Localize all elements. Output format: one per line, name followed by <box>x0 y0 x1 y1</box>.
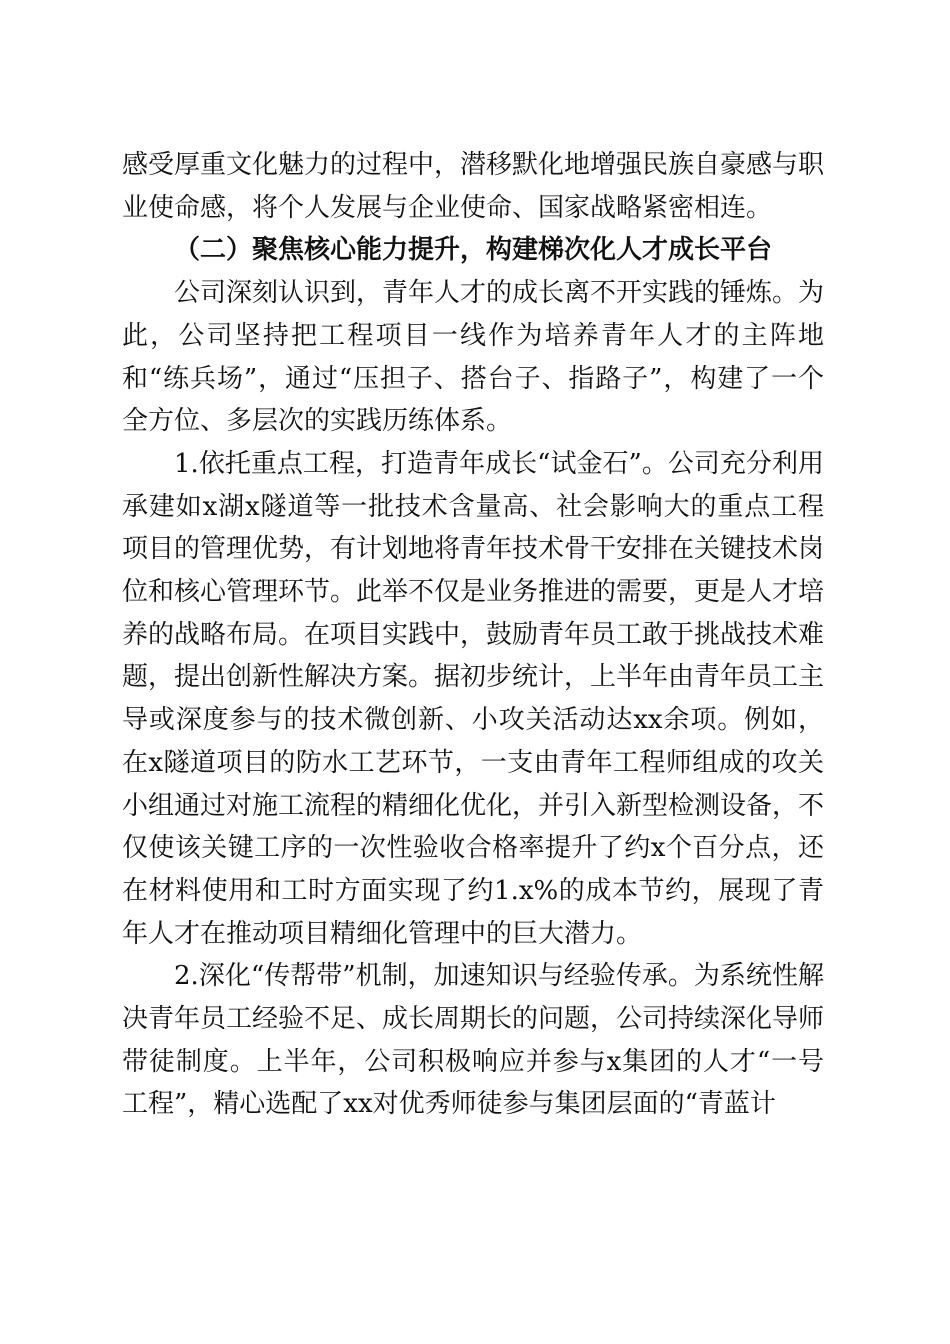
document-body <box>122 144 824 1126</box>
paragraph-intro: 公司深刻认识到，青年人才的成长离不开实践的锤炼。为此，公司坚持把工程项目一线作为培养青年人才的主阵地和“练兵场”，通过“压担子、搭台子、指路子”，构建了一个全方位、多层次的实践历练体系。 <box>122 278 825 437</box>
paragraph-item-1: 1.依托重点工程，打造青年成长“试金石”。公司充分利用承建如x湖x隧道等一批技术含量高、社会影响大的重点工程项目的管理优势，有计划地将青年技术骨干安排在关键技术岗位和核心管理环节。此举不仅是业务推进的需要，更是人才培养的战略布局。在项目实践中，鼓励青年员工敢于挑战技术难题，提出创新性解决方案。据初步统计，上半年由青年员工主导或深度参与的技术微创新、小攻关活动达xx余项。例如，在x隧道项目的防水工艺环节，一支由青年工程师组成的攻关小组通过对施工流程的精细化优化，并引入新型检测设备，不仅使该关键工序的一次性验收合格率提升了约x个百分点，还在材料使用和工时方面实现了约1.x%的成本节约，展现了青年人才在推动项目精细化管理中的巨大潜力。 <box>122 448 825 949</box>
paragraph-item-2: 2.深化“传帮带”机制，加速知识与经验传承。为系统性解决青年员工经验不足、成长周期长的问题，公司持续深化导师带徒制度。上半年，公司积极响应并参与x集团的人才“一号工程”，精心选配了xx对优秀师徒参与集团层面的“青蓝计 <box>122 961 825 1120</box>
section-heading: （二）聚焦核心能力提升，构建梯次化人才成长平台 <box>174 235 773 266</box>
paragraph-continuation: 感受厚重文化魅力的过程中，潜移默化地增强民族自豪感与职业使命感，将个人发展与企业使命、国家战略紧密相连。 <box>122 150 825 223</box>
